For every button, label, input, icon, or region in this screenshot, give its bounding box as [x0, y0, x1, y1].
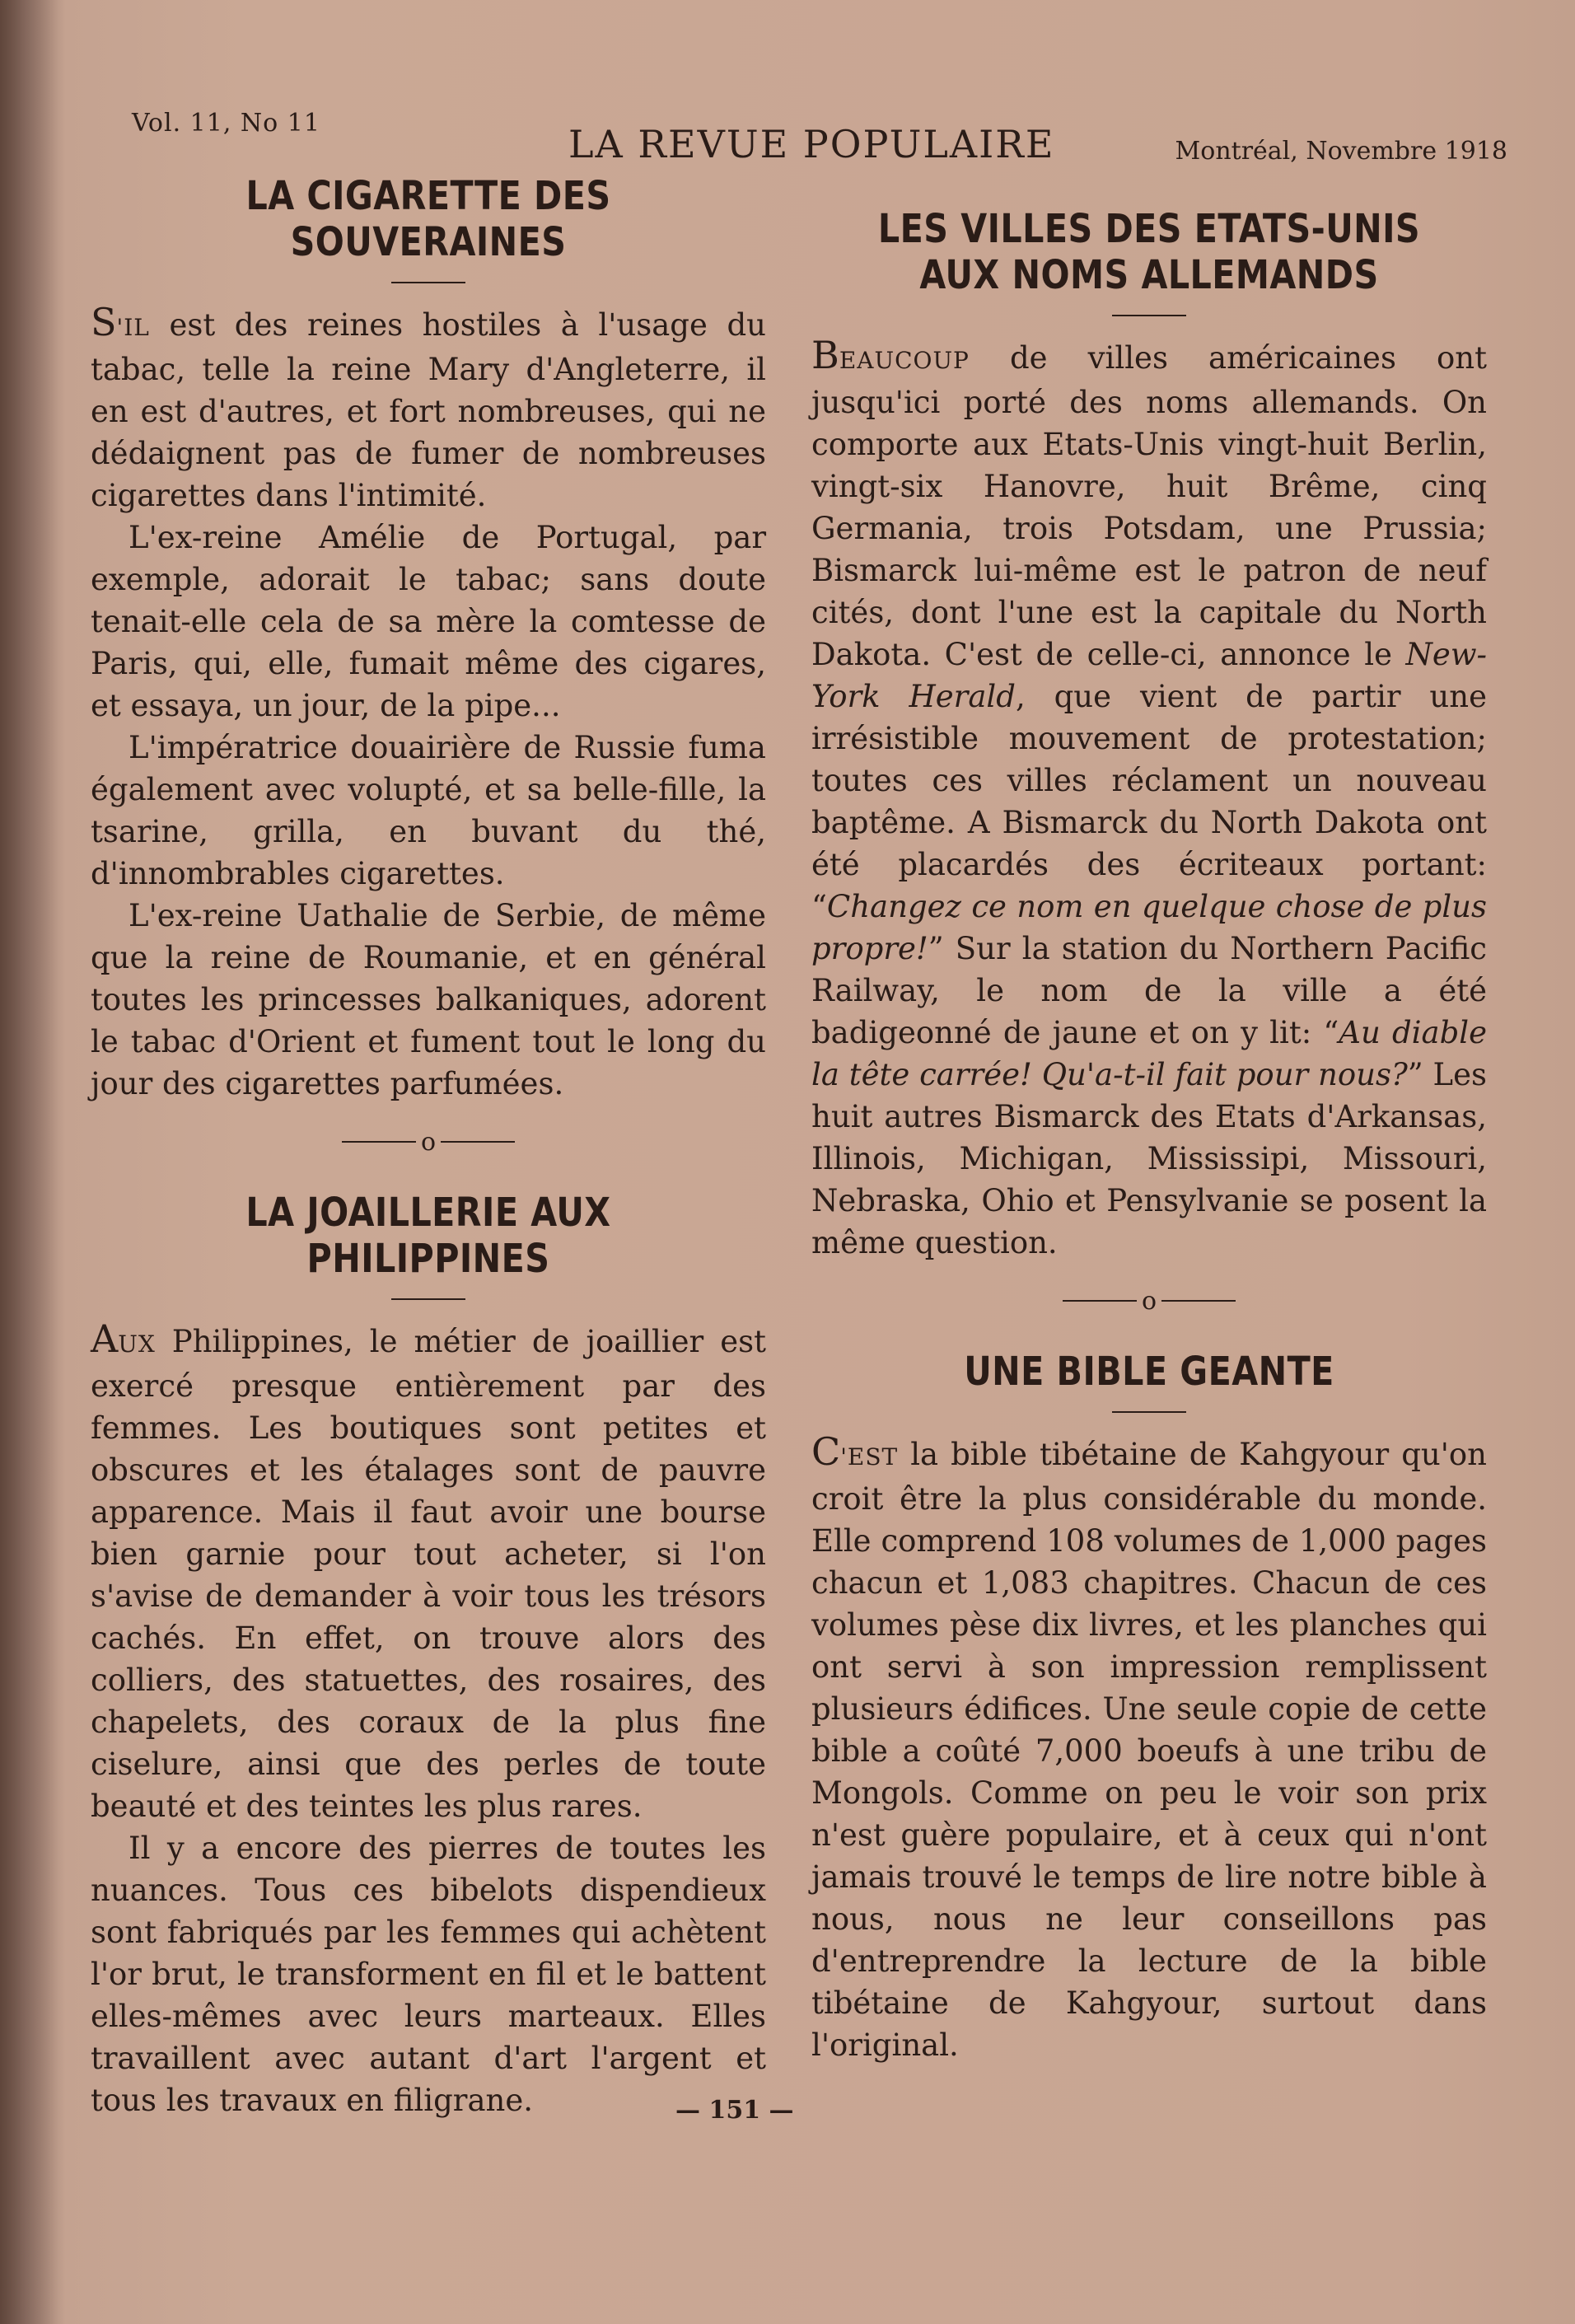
running-header — [124, 97, 1507, 171]
article-bible — [811, 1349, 1487, 2066]
right-column — [811, 206, 1487, 2066]
small-caps: 'IL — [116, 314, 150, 341]
article-paragraph: Il y a encore des pierres de toutes les nuances. Tous ces bibelots dispendieux sont fabriqués par les femmes qui achètent l'or brut, le transforment en fil et le battent elles-mêmes avec leurs marteaux. Elles travaillent avec autant d'art l'argent et tous les travaux en filigrane. — [91, 1830, 766, 2118]
article-joaillerie — [91, 1190, 766, 2121]
article-paragraph: C'EST la bible tibétaine de Kahgyour qu'on croit être la plus considérable du monde. Elle comprend 108 volumes de 1,000 pages chacun et 1,083 chapitres. Chacun de ces volumes pèse dix livres, et les planches qui ont servi à son impression remplissent plusieurs édifices. Une seule copie de cette bible a coûté 7,000 boeufs à une tribu de Mongols. Comme on peu le voir son prix n'est guère populaire, et à ceux qui n'ont jamais trouvé le temps de lire notre bible à nous, nous ne leur conseillons pas d'entreprendre la lecture de la bible tibétaine de Kahgyour, surtout dans l'original. — [811, 1429, 1487, 2063]
small-caps: EAUCOUP — [839, 347, 970, 374]
article-title: LA CIGARETTE DES SOUVERAINES — [245, 173, 611, 265]
article-paragraph: L'ex-reine Uathalie de Serbie, de même que la reine de Roumanie, et en général toutes les princesses balkaniques, adorent le tabac d'Orient et fument tout le long du jour des cigarettes parfumées. — [91, 898, 766, 1101]
title-rule — [1112, 315, 1186, 316]
article-paragraph: AUX Philippines, le métier de joaillier est exercé presque entièrement par des femmes. Les boutiques sont petites et obscures et les étalages sont de pauvre apparence. Mais il faut avoir une bourse bien garnie pour tout acheter, si l'on s'avise de demander à voir tous les trésors cachés. En effet, on trouve alors des colliers, des statuettes, des rosaires, des chapelets, des coraux de la plus fine ciselure, ainsi que des perles de toute beauté et des teintes les plus rares. — [91, 1316, 766, 1824]
title-rule — [1112, 1411, 1186, 1413]
drop-cap: B — [811, 333, 839, 377]
drop-cap: C — [811, 1429, 841, 1474]
article-paragraph: L'ex-reine Amélie de Portugal, par exemple, adorait le tabac; sans doute tenait-elle cela de sa mère la comtesse de Paris, qui, elle, fumait même des cigares, et essaya, un jour, de la pipe... — [91, 520, 766, 723]
page-number: — 151 — — [675, 2096, 794, 2125]
article-cigarette — [91, 173, 766, 1105]
article-paragraph: BEAUCOUP de villes américaines ont jusqu'ici porté des noms allemands. On comporte aux Etats-Unis vingt-huit Berlin, vingt-six Hanovre, huit Brême, cinq Germania, trois Potsdam, une Prussia; Bismarck lui-même est le patron de neuf cités, dont l'une est la capitale du North Dakota. C'est de celle-ci, annonce le New-York Herald, que vient de partir une irrésistible mouvement de protestation; toutes ces villes réclament un nouveau baptême. A Bismarck du North Dakota ont été placardés des écriteaux portant: “Changez ce nom en quelque chose de plus propre!” Sur la station du Northern Pacific Railway, le nom de la ville a été badigeonné de jaune et on y lit: “Au diable la tête carrée! Qu'a-t-il fait pour nous?” Les huit autres Bismarck des Etats d'Arkansas, Illinois, Michigan, Mississipi, Missouri, Nebraska, Ohio et Pensylvanie se posent la même question. — [811, 333, 1487, 1260]
article-title: LA JOAILLERIE AUX PHILIPPINES — [245, 1189, 611, 1282]
title-rule — [391, 1298, 465, 1300]
article-title: LES VILLES DES ETATS-UNIS AUX NOMS ALLEMANDS — [877, 206, 1421, 298]
left-column — [91, 173, 766, 2121]
article-paragraph: S'IL est des reines hostiles à l'usage du tabac, telle la reine Mary d'Angleterre, il en est d'autres, et fort nombreuses, qui ne dédaignent pas de fumer de nombreuses cigarettes dans l'intimité. — [91, 300, 766, 513]
title-rule — [391, 282, 465, 283]
article-villes — [811, 206, 1487, 1264]
publication-title: LA REVUE POPULAIRE — [568, 122, 1055, 166]
drop-cap: S — [91, 300, 117, 344]
small-caps: 'EST — [840, 1443, 899, 1471]
article-title: UNE BIBLE GEANTE — [964, 1348, 1334, 1395]
section-separator: o — [811, 1285, 1487, 1316]
volume-number: Vol. 11, No 11 — [132, 109, 320, 138]
issue-date: Montréal, Novembre 1918 — [1175, 137, 1507, 166]
article-paragraph: L'impératrice douairière de Russie fuma également avec volupté, et sa belle-fille, la tsarine, grilla, en buvant du thé, d'innombrables cigarettes. — [91, 730, 766, 891]
drop-cap: A — [91, 1316, 119, 1361]
small-caps: UX — [118, 1330, 156, 1358]
section-separator: o — [91, 1126, 766, 1157]
binding-shadow — [0, 0, 66, 2324]
